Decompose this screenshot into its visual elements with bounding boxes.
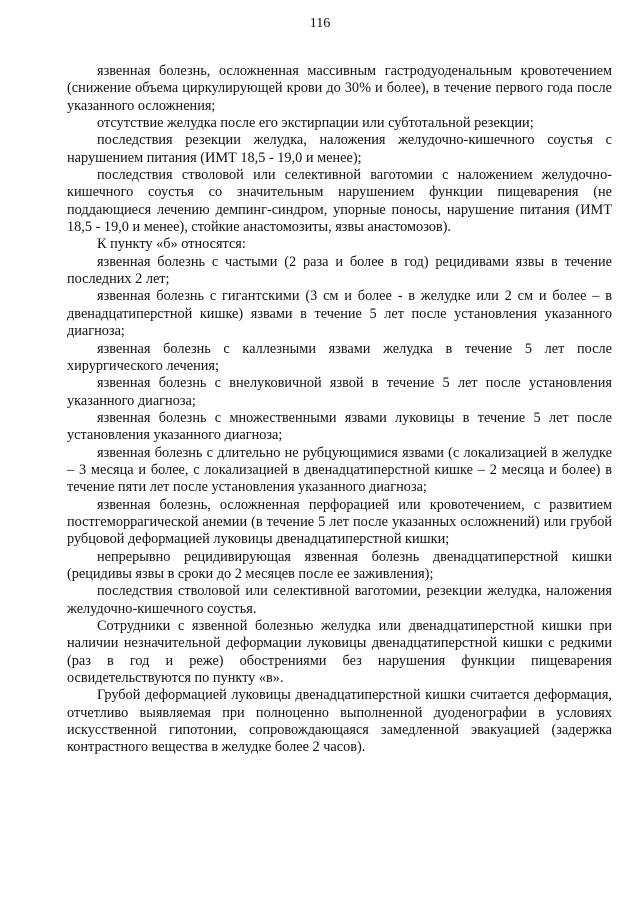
paragraph: непрерывно рецидивирующая язвенная болезнь двенадцатиперстной кишки (рецидивы язвы в сроки до 2 месяцев после ее заживления); — [67, 548, 612, 582]
paragraph: язвенная болезнь с гигантскими (3 см и более - в желудке или 2 см и более – в двенадцатиперстной кишке) язвами в течение 5 лет после установления указанного диагноза; — [67, 288, 612, 340]
paragraph: отсутствие желудка после его экстирпации или субтотальной резекции; — [97, 115, 534, 132]
paragraph: последствия стволовой или селективной ваготомии, резекции желудка, наложения желудочно-кишечного соустья. — [67, 583, 612, 617]
paragraph: язвенная болезнь с частыми (2 раза и более в год) рецидивами язвы в течение последних 2 лет; — [67, 253, 612, 288]
paragraph: язвенная болезнь, осложненная массивным гастродуоденальным кровотечением (снижение объема циркулирующей крови до 30% и более), в течение первого года после указанного осложнения; — [67, 63, 612, 114]
paragraph: язвенная болезнь с множественными язвами луковицы в течение 5 лет после установления указанного диагноза; — [67, 409, 612, 444]
paragraph: язвенная болезнь, осложненная перфорацией или кровотечением, с развитием постгеморрагической анемии (в течение 5 лет после указанных осложнений) или грубой рубцовой деформацией луковицы двенадцатиперстной кишки; — [67, 496, 612, 548]
paragraph: Грубой деформацией луковицы двенадцатиперстной кишки считается деформация, отчетливо выявляемая при полноценно выполненной дуоденографии в условиях искусственной гипотонии, сопровождающаяся замедленной эвакуацией (задержка контрастного вещества в желудке более 2 часов). — [67, 687, 612, 756]
paragraph: язвенная болезнь с длительно не рубцующимися язвами (с локализацией в желудке – 3 месяца и более, с локализацией в двенадцатиперстной кишке – 2 месяца и более) в течение пяти лет после установления указанного диагноза; — [67, 444, 612, 496]
paragraph: Сотрудники с язвенной болезнью желудка или двенадцатиперстной кишки при наличии незначительной деформации луковицы двенадцатиперстной кишки с редкими (раз в год и реже) обострениями без нарушения функции пищеварения освидетельствуются по пункту «в». — [67, 618, 612, 687]
paragraph: последствия стволовой или селективной ваготомии с наложением желудочно-кишечного соустья со значительным нарушением функции пищеварения (не поддающиеся лечению демпинг-синдром, упорные поносы, нарушение питания (ИМТ 18,5 - 19,0 и менее), стойкие анастомозиты, язвы анастомозов). — [67, 167, 612, 236]
paragraph: последствия резекции желудка, наложения желудочно-кишечного соустья с нарушением питания (ИМТ 18,5 - 19,0 и менее); — [67, 132, 612, 166]
paragraph: язвенная болезнь с каллезными язвами желудка в течение 5 лет после хирургического лечения; — [67, 340, 612, 374]
paragraph: язвенная болезнь с внелуковичной язвой в течение 5 лет после установления указанного диагноза; — [67, 375, 612, 409]
document-body — [67, 63, 612, 757]
paragraph: К пункту «б» относятся: — [97, 236, 246, 253]
page-number: 116 — [309, 16, 331, 31]
